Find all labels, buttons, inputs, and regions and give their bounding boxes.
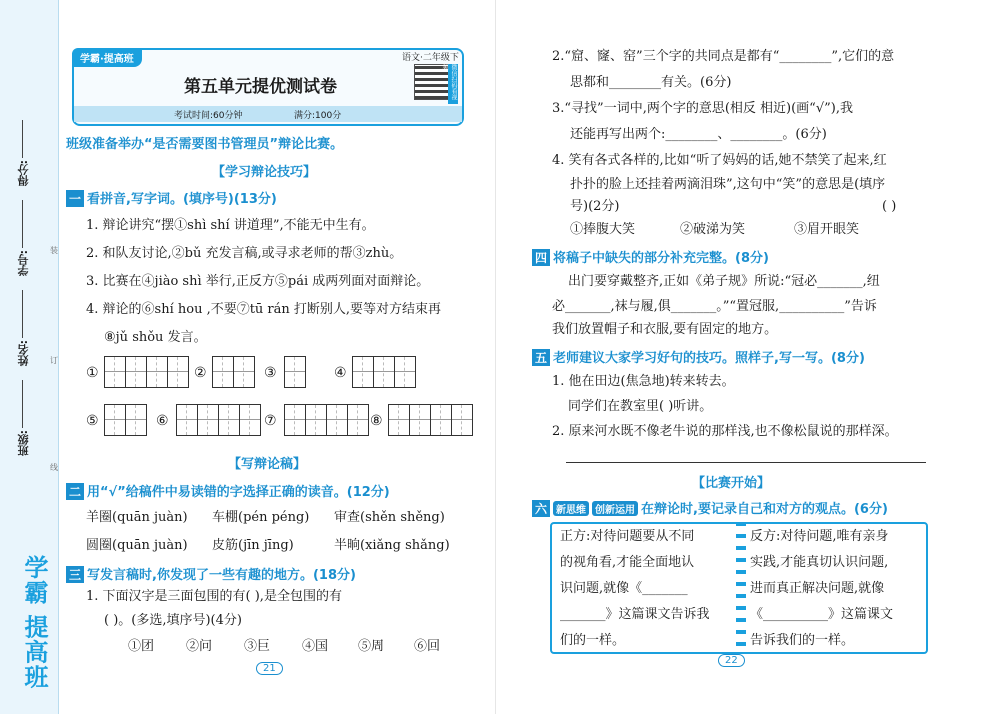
laugh-option: ③眉开眼笑 (794, 222, 860, 237)
id-label: 学号: (17, 250, 30, 277)
test-header (72, 48, 464, 126)
q4-line: 出门要穿戴整齐,正如《弟子规》所说:“冠必_______,纽 (568, 274, 880, 289)
q3-line: 3.“寻找”一词中,两个字的意思(相反 相近)(画“√”),我 (552, 101, 853, 116)
q3-line: 4. 笑有各式各样的,比如“听了妈妈的话,她不禁笑了起来,红 (552, 153, 887, 168)
answer-box[interactable] (212, 356, 255, 388)
q5-heading: 五 老师建议大家学习好句的技巧。照样子,写一写。(8分) (532, 347, 865, 366)
tag-chip: 新思维 (553, 501, 589, 516)
box-label: ① (86, 365, 99, 381)
q4-line: 我们放置帽子和衣服,要有固定的地方。 (552, 322, 778, 337)
q3-line: ( )。(多选,填序号)(4分) (104, 613, 242, 628)
binding-mark: 订 (50, 356, 58, 365)
box-label: ③ (264, 365, 277, 381)
tag-chip: 创新运用 (592, 501, 638, 516)
q1-line: ⑧jǔ shǒu 发言。 (104, 330, 207, 345)
answer-box[interactable] (388, 404, 473, 436)
laugh-option: ①捧腹大笑 (570, 222, 636, 237)
brand-logo: 学霸 提高班 (20, 555, 48, 690)
box-label: ⑤ (86, 413, 99, 429)
page-divider (495, 0, 496, 714)
q1-line: 3. 比赛在④jiào shì 举行,正反方⑤pái 成两列面对面辩论。 (86, 274, 430, 289)
score-total: 满分:100分 (294, 111, 342, 121)
pinyin-choice[interactable]: 审查(shěn shěng) (334, 510, 445, 525)
section-bracket: 【比赛开始】 (692, 476, 771, 491)
header-tag: 学霸·提高班 (72, 48, 142, 67)
binding-mark: 线 (50, 463, 58, 472)
class-label: 班级: (17, 430, 30, 457)
answer-paren[interactable]: ( ) (882, 199, 897, 214)
answer-box[interactable] (176, 404, 261, 436)
subject-label: 语文·二年级下 (402, 53, 459, 63)
pinyin-choice[interactable]: 圆圈(quān juàn) (86, 538, 188, 553)
name-line (22, 290, 23, 338)
pinyin-choice[interactable]: 皮筋(jīn jīng) (212, 538, 294, 553)
header-footer (74, 106, 462, 122)
q1-line: 1. 辩论讲究“摆①shì shí 讲道理”,不能无中生有。 (86, 218, 375, 233)
pinyin-choice[interactable]: 羊圈(quān juàn) (86, 510, 188, 525)
binding-mark: 装 (50, 246, 58, 255)
name-label: 姓名: (17, 340, 30, 367)
box-label: ⑦ (264, 413, 277, 429)
char-option: ②问 (186, 639, 213, 654)
box-label: ⑧ (370, 413, 383, 429)
score-label: 得分: (17, 160, 30, 187)
answer-box[interactable] (284, 356, 306, 388)
notebook-spine (736, 522, 746, 650)
answer-box[interactable] (104, 356, 189, 388)
q5-line: 1. 他在田边(焦急地)转来转去。 (552, 374, 735, 389)
pinyin-choice[interactable]: 半晌(xiǎng shǎng) (334, 538, 450, 553)
q1-line: 2. 和队友讨论,②bǔ 充发言稿,或寻求老师的帮③zhù。 (86, 246, 403, 261)
q1-line: 4. 辩论的⑥shí hou ,不要⑦tū rán 打断别人,要等对方结束再 (86, 302, 442, 317)
answer-box[interactable] (284, 404, 369, 436)
q1-heading: 一 看拼音,写字词。(填序号)(13分) (66, 188, 277, 207)
char-option: ③巨 (244, 639, 271, 654)
q2-heading: 二 用“√”给稿件中易读错的字选择正确的读音。(12分) (66, 481, 390, 500)
char-option: ⑤周 (358, 639, 385, 654)
q3-line: 还能再写出两个:________、________。(6分) (570, 127, 827, 142)
qr-side-label: 微信扫码看视频 (448, 64, 458, 104)
q6-heading: 六 新思维 创新运用 在辩论时,要记录自己和对方的观点。(6分) (532, 498, 888, 517)
box-label: ④ (334, 365, 347, 381)
char-option: ④国 (302, 639, 329, 654)
laugh-option: ②破涕为笑 (680, 222, 746, 237)
q3-line: 思都和________有关。(6分) (570, 75, 732, 90)
page-number: 21 (256, 662, 283, 675)
q4-heading: 四 将稿子中缺失的部分补充完整。(8分) (532, 247, 769, 266)
section-bracket: 【写辩论稿】 (228, 457, 307, 472)
q1-number: 一 (66, 190, 84, 207)
box-label: ⑥ (156, 413, 169, 429)
time-label: 考试时间:60分钟 (174, 111, 243, 121)
q4-line: 必_______,袜与履,俱_______。”“置冠服,__________”告诉 (552, 299, 877, 314)
q3-line: 号)(2分) (570, 199, 620, 214)
write-line[interactable] (566, 462, 926, 463)
pro-argument: 正方:对待问题要从不同 的视角看,才能全面地认 识问题,就像《_______ _______》这篇课文告诉我 们的一样。 (560, 529, 710, 648)
section-bracket: 【学习辩论技巧】 (212, 165, 317, 180)
char-option: ①团 (128, 639, 155, 654)
pinyin-choice[interactable]: 车棚(pén péng) (212, 510, 310, 525)
q3-line: 扑扑的脸上还挂着两滴泪珠”,这句中“笑”的意思是(填序 (570, 177, 886, 192)
q5-line: 同学们在教室里( )听讲。 (568, 399, 713, 414)
con-argument: 反方:对待问题,唯有亲身 实践,才能真切认识问题, 进而真正解决问题,就像 《__________》这篇课文 告诉我们的一样。 (750, 529, 894, 648)
q3-line: 2.“窟、窿、窑”三个字的共同点是都有“________”,它们的意 (552, 49, 895, 64)
page-title: 第五单元提优测试卷 (184, 77, 337, 97)
answer-box[interactable] (352, 356, 416, 388)
q5-line: 2. 原来河水既不像老牛说的那样浅,也不像松鼠说的那样深。 (552, 424, 898, 439)
q3-heading: 三 写发言稿时,你发现了一些有趣的地方。(18分) (66, 564, 356, 583)
score-line (22, 120, 23, 158)
q3-line: 1. 下面汉字是三面包围的有( ),是全包围的有 (86, 589, 342, 604)
box-label: ② (194, 365, 207, 381)
id-line (22, 200, 23, 248)
intro-text: 班级准备举办“是否需要图书管理员”辩论比赛。 (66, 137, 344, 152)
class-line (22, 380, 23, 428)
page-number: 22 (718, 654, 745, 667)
char-option: ⑥回 (414, 639, 441, 654)
answer-box[interactable] (104, 404, 147, 436)
